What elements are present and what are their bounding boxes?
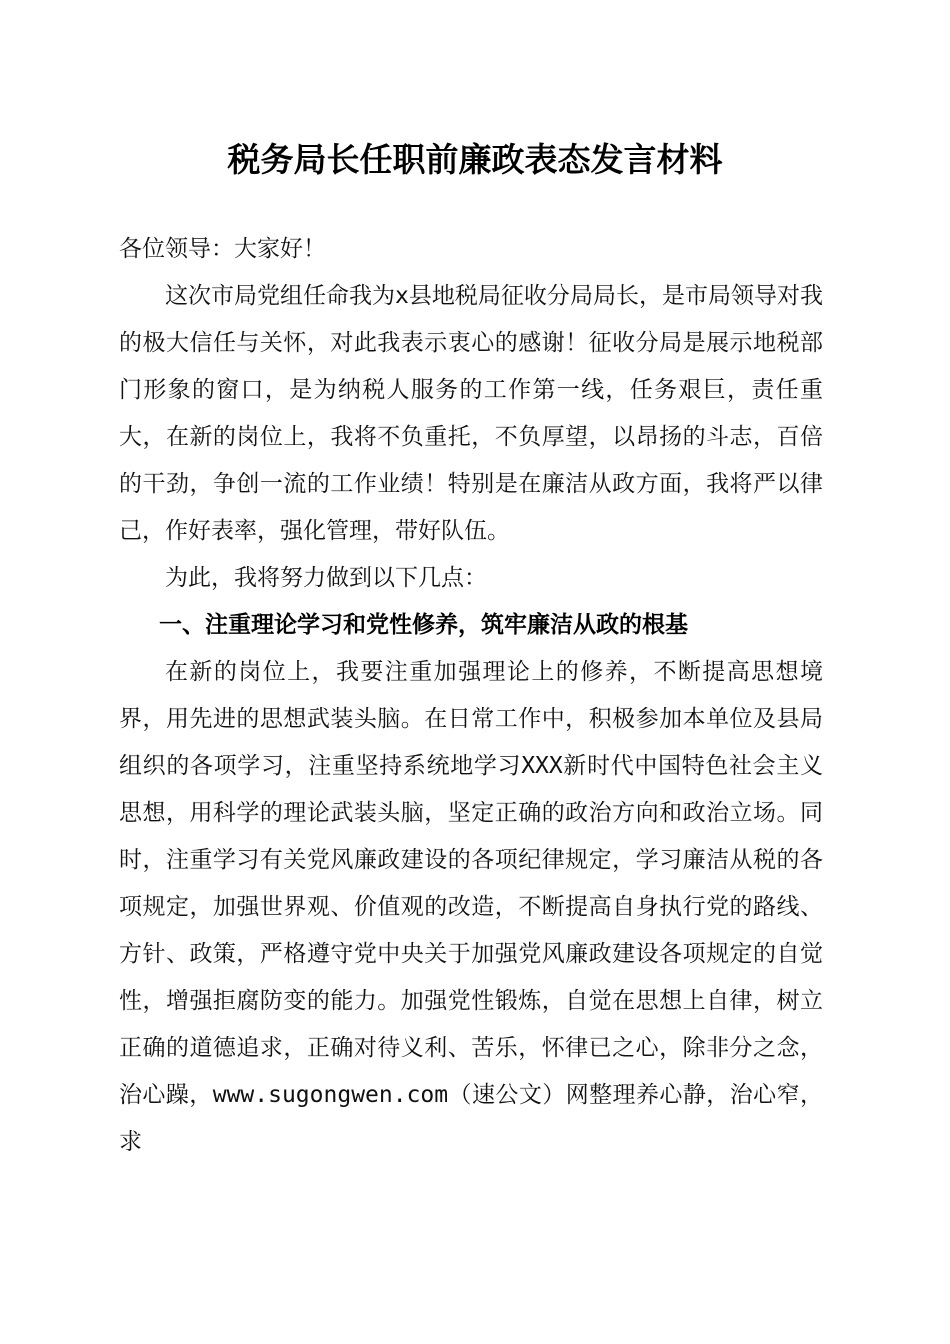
paragraph: 为此，我将努力做到以下几点： [165, 565, 487, 591]
paragraph: 这次市局党组任命我为x县地税局征收分局局长，是市局领导对我的极大信任与关怀，对此我表示衷心的感谢！征收分局是展示地税部门形象的窗口，是为纳税人服务的工作第一线，任务艰巨，责任重大，在新的岗位上，我将不负重托，不负厚望，以昂扬的斗志，百倍的干劲，争创一流的工作业绩！特别是在廉洁从政方面，我将严以律己，作好表率，强化管理，带好队伍。 [119, 283, 823, 544]
section-heading: 一、注重理论学习和党性修养，筑牢廉洁从政的根基 [159, 612, 688, 638]
greeting: 各位领导：大家好！ [119, 236, 326, 262]
paragraph: 在新的岗位上，我要注重加强理论上的修养，不断提高思想境界，用先进的思想武装头脑。在日常工作中，积极参加本单位及县局组织的各项学习，注重坚持系统地学习XXX新时代中国特色社会主义思想，用科学的理论武装头脑，坚定正确的政治方向和政治立场。同时，注重学习有关党风廉政建设的各项纪律规定，学习廉洁从税的各项规定，加强世界观、价值观的改造，不断提高自身执行党的路线、方针、政策，严格遵守党中央关于加强党风廉政建设各项规定的自觉性，增强拒腐防变的能力。加强党性锻炼，自觉在思想上自律，树立正确的道德追求，正确对待义利、苦乐，怀律已之心，除非分之念，治心躁，www.sugongwen.com（速公文）网整理养心静，治心窄，求 [119, 659, 823, 1155]
document-body [119, 226, 823, 1166]
document-title: 税务局长任职前廉政表态发言材料 [227, 140, 723, 179]
